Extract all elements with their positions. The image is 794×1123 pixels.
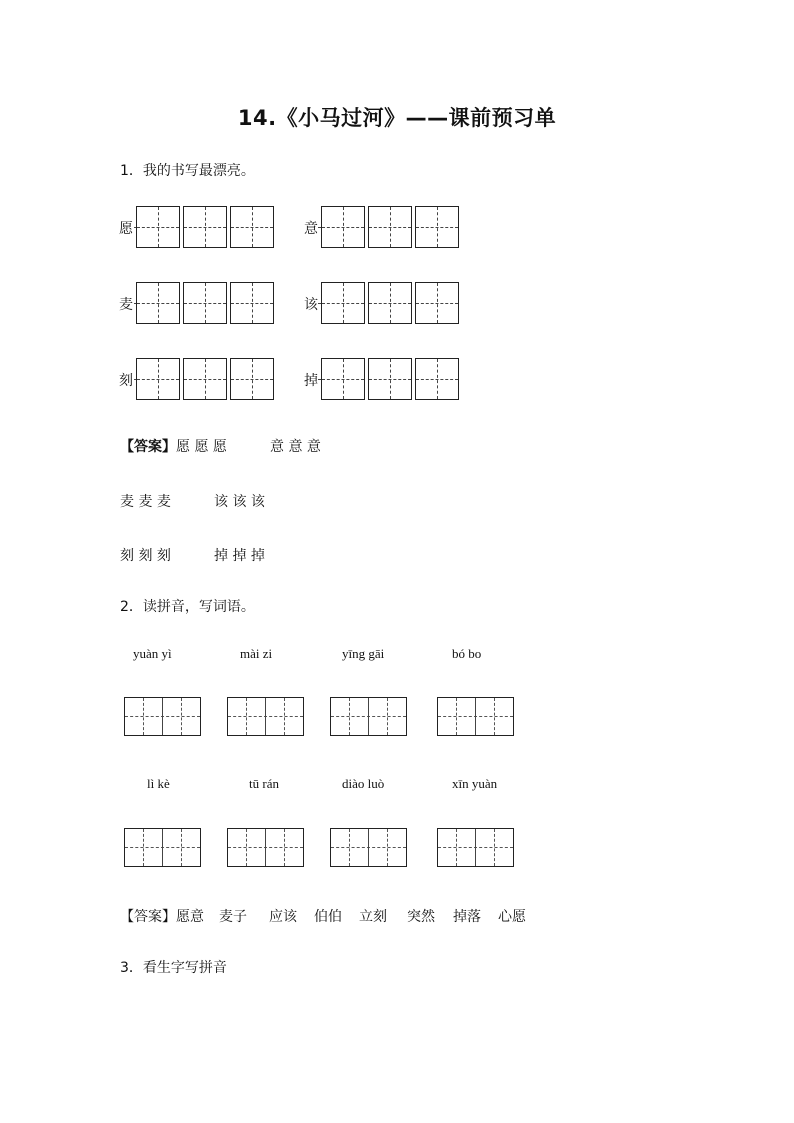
writing-cell[interactable] bbox=[136, 282, 180, 324]
writing-cell[interactable] bbox=[321, 206, 365, 248]
answer-text: 愿 愿 愿 bbox=[176, 439, 227, 455]
word-writing-box[interactable] bbox=[227, 697, 304, 736]
answer-word: 心愿 bbox=[498, 909, 526, 925]
word-writing-box[interactable] bbox=[330, 828, 407, 867]
writing-grid[interactable] bbox=[136, 206, 277, 248]
practice-char: 掉 bbox=[304, 373, 318, 389]
writing-cell[interactable] bbox=[136, 206, 180, 248]
question-3-label: 3．看生字写拼音 bbox=[120, 960, 227, 976]
writing-cell[interactable] bbox=[321, 358, 365, 400]
writing-cell[interactable] bbox=[321, 282, 365, 324]
word-writing-box[interactable] bbox=[330, 697, 407, 736]
practice-char: 刻 bbox=[119, 373, 133, 389]
writing-cell[interactable] bbox=[136, 358, 180, 400]
answer-tag: 【答案】 bbox=[120, 439, 176, 455]
answer-text: 意 意 意 bbox=[270, 439, 321, 455]
pinyin-prompt: yuàn yì bbox=[133, 646, 172, 661]
writing-cell[interactable] bbox=[368, 282, 412, 324]
answer-word: 愿意 bbox=[176, 909, 204, 925]
word-writing-box[interactable] bbox=[124, 697, 201, 736]
pinyin-prompt: tū rán bbox=[249, 776, 279, 791]
writing-grid[interactable] bbox=[136, 282, 277, 324]
writing-cell[interactable] bbox=[368, 358, 412, 400]
answer-word: 应该 bbox=[269, 909, 297, 925]
writing-cell[interactable] bbox=[415, 206, 459, 248]
answer-text: 麦 麦 麦 bbox=[120, 494, 171, 510]
question-1-label: 1．我的书写最漂亮。 bbox=[120, 163, 255, 179]
writing-cell[interactable] bbox=[230, 358, 274, 400]
word-writing-box[interactable] bbox=[124, 828, 201, 867]
answer-tag: 【答案】 bbox=[120, 909, 176, 925]
writing-cell[interactable] bbox=[415, 358, 459, 400]
writing-cell[interactable] bbox=[230, 282, 274, 324]
writing-grid[interactable] bbox=[136, 358, 277, 400]
pinyin-prompt: bó bo bbox=[452, 646, 482, 661]
pinyin-prompt: lì kè bbox=[147, 776, 170, 791]
word-writing-box[interactable] bbox=[227, 828, 304, 867]
practice-char: 愿 bbox=[119, 221, 133, 237]
answer-word: 掉落 bbox=[453, 909, 481, 925]
writing-cell[interactable] bbox=[183, 358, 227, 400]
answer-word: 伯伯 bbox=[314, 909, 342, 925]
question-2-label: 2．读拼音，写词语。 bbox=[120, 599, 255, 615]
writing-cell[interactable] bbox=[368, 206, 412, 248]
writing-cell[interactable] bbox=[230, 206, 274, 248]
answer-text: 掉 掉 掉 bbox=[214, 548, 265, 564]
writing-grid[interactable] bbox=[321, 206, 462, 248]
practice-char: 该 bbox=[304, 297, 318, 313]
word-writing-box[interactable] bbox=[437, 828, 514, 867]
practice-char: 麦 bbox=[119, 297, 133, 313]
answer-word: 麦子 bbox=[219, 909, 247, 925]
pinyin-prompt: yīng gāi bbox=[342, 646, 385, 661]
pinyin-prompt: xīn yuàn bbox=[452, 776, 498, 791]
pinyin-prompt: diào luò bbox=[342, 776, 385, 791]
writing-grid[interactable] bbox=[321, 358, 462, 400]
answer-text: 该 该 该 bbox=[214, 494, 265, 510]
page-title: 14.《小马过河》——课前预习单 bbox=[237, 106, 557, 130]
answer-text: 刻 刻 刻 bbox=[120, 548, 171, 564]
writing-cell[interactable] bbox=[415, 282, 459, 324]
writing-grid[interactable] bbox=[321, 282, 462, 324]
writing-cell[interactable] bbox=[183, 282, 227, 324]
practice-char: 意 bbox=[304, 221, 318, 237]
answer-word: 突然 bbox=[407, 909, 435, 925]
answer-word: 立刻 bbox=[359, 909, 387, 925]
pinyin-prompt: mài zi bbox=[240, 646, 273, 661]
answer-line bbox=[120, 436, 227, 456]
word-writing-box[interactable] bbox=[437, 697, 514, 736]
writing-cell[interactable] bbox=[183, 206, 227, 248]
